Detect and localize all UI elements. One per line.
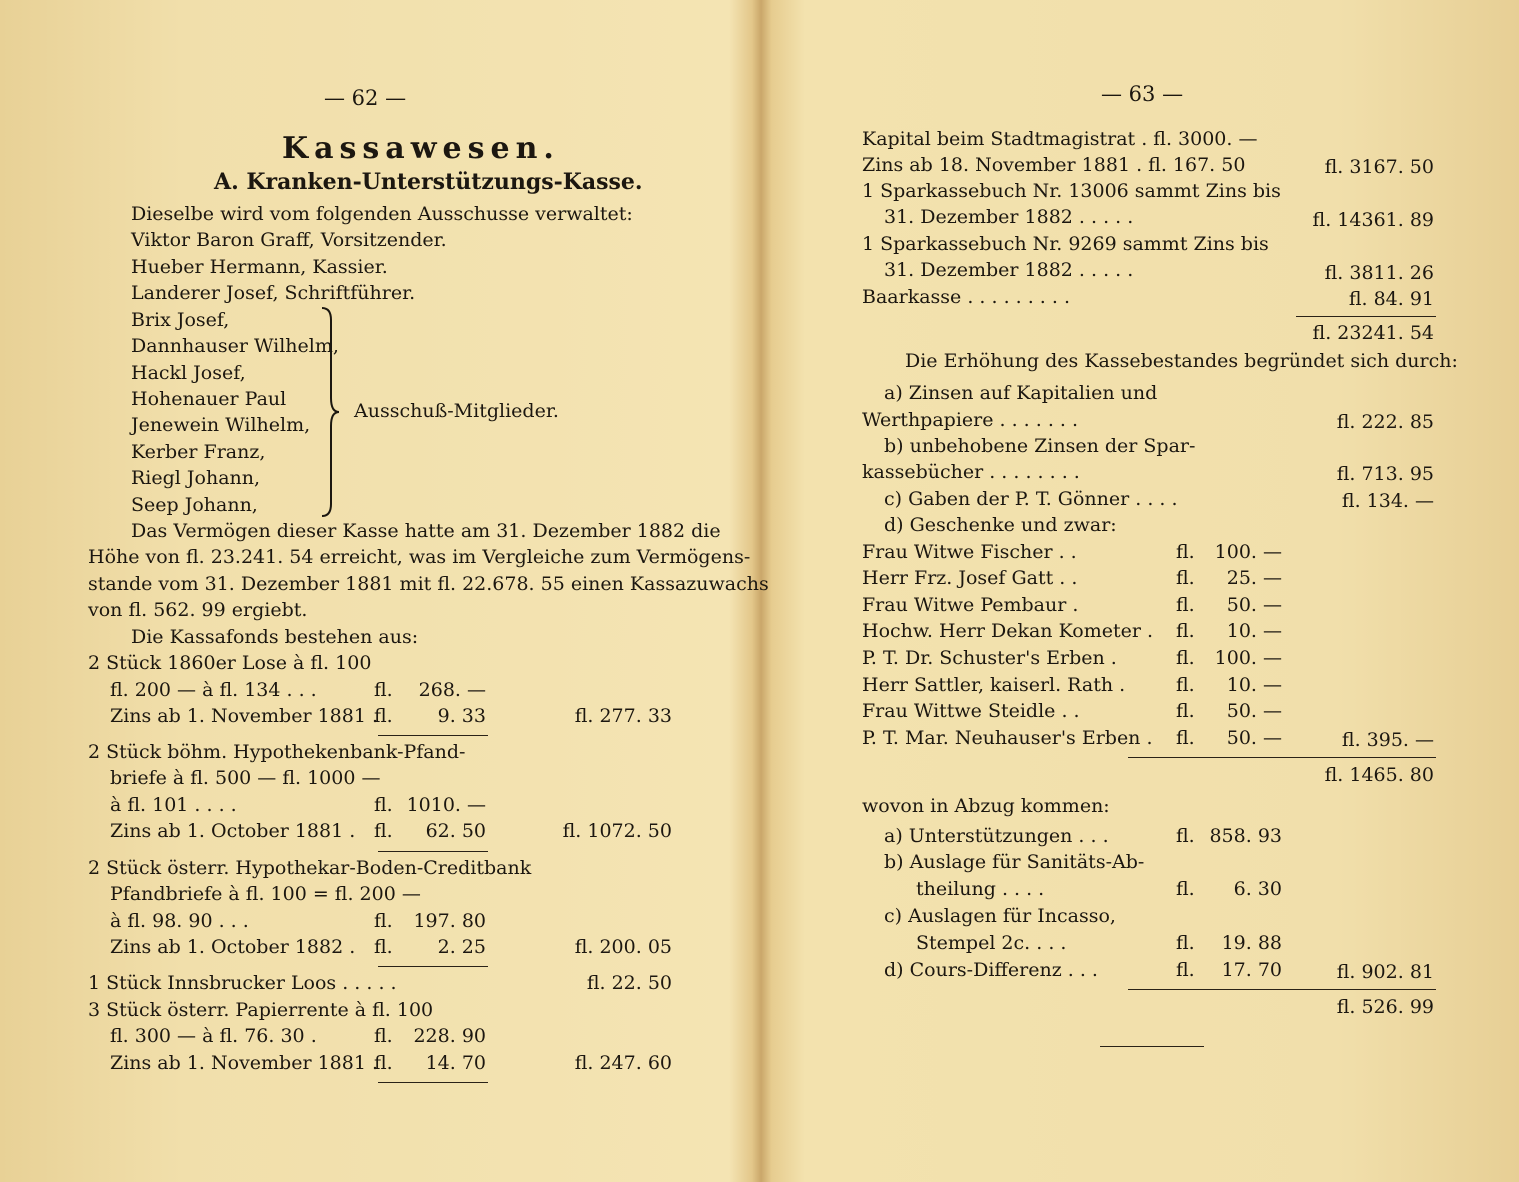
fund-amount: 268. —	[418, 679, 486, 701]
deduct-intro: wovon in Abzug kommen:	[862, 795, 1110, 817]
asset-total: fl. 84. 91	[1348, 288, 1434, 310]
fund-amount: 14. 70	[425, 1052, 486, 1074]
member-name: Seep Johann,	[131, 494, 258, 516]
donor-amount: 50. —	[1226, 700, 1282, 722]
increase-total: fl. 713. 95	[1336, 463, 1434, 485]
fund-desc: Pfandbriefe à fl. 100 = fl. 200 —	[110, 883, 421, 905]
increase-total: fl. 395. —	[1341, 729, 1434, 751]
deduct-desc: Stempel 2c. . . .	[916, 932, 1067, 954]
page-number-left: — 62 —	[324, 86, 407, 110]
officer-line: Landerer Josef, Schriftführer.	[131, 282, 416, 304]
sum-rule	[378, 851, 488, 852]
sum-rule	[378, 1082, 488, 1083]
fund-amount: 62. 50	[425, 820, 486, 842]
donor-name: Frau Witwe Pembaur .	[862, 594, 1079, 616]
member-name: Jenewein Wilhelm,	[131, 414, 311, 436]
officer-line: Hueber Hermann, Kassier.	[131, 256, 388, 278]
deduct-currency: fl.	[1176, 932, 1195, 954]
donor-name: P. T. Dr. Schuster's Erben .	[862, 647, 1117, 669]
member-name: Kerber Franz,	[131, 441, 266, 463]
donor-name: P. T. Mar. Neuhauser's Erben .	[862, 727, 1153, 749]
paragraph-line: von fl. 562. 99 ergiebt.	[88, 599, 308, 621]
fund-currency: fl.	[374, 679, 393, 701]
deduct-amount: 858. 93	[1209, 825, 1282, 847]
section-subtitle: A. Kranken-Unterstützungs-Kasse.	[214, 169, 643, 195]
donor-currency: fl.	[1176, 700, 1195, 722]
fund-total: fl. 1072. 50	[562, 820, 672, 842]
paragraph-line: Das Vermögen dieser Kasse hatte am 31. Dezember 1882 die	[131, 520, 721, 542]
fund-currency: fl.	[374, 705, 393, 727]
donor-currency: fl.	[1176, 620, 1195, 642]
fund-currency: fl.	[374, 910, 393, 932]
donor-currency: fl.	[1176, 674, 1195, 696]
asset-line: Zins ab 18. November 1881 . fl. 167. 50	[862, 154, 1246, 176]
sum-rule	[378, 966, 488, 967]
fund-desc: Zins ab 1. November 1881 .	[110, 1052, 379, 1074]
officer-line: Viktor Baron Graff, Vorsitzender.	[131, 229, 447, 251]
fund-desc: 3 Stück österr. Papierrente à fl. 100	[88, 999, 434, 1021]
member-name: Hohenauer Paul	[131, 388, 287, 410]
increase-desc: d) Geschenke und zwar:	[884, 514, 1117, 536]
deduct-desc: theilung . . . .	[916, 878, 1045, 900]
member-name: Riegl Johann,	[131, 467, 261, 489]
donor-name: Herr Frz. Josef Gatt . .	[862, 567, 1078, 589]
donor-amount: 100. —	[1214, 541, 1282, 563]
fund-currency: fl.	[374, 1025, 393, 1047]
increase-desc: kassebücher . . . . . . . .	[862, 461, 1080, 483]
increase-desc: b) unbehobene Zinsen der Spar-	[884, 435, 1196, 457]
deduct-desc: a) Unterstützungen . . .	[884, 825, 1109, 847]
donor-currency: fl.	[1176, 594, 1195, 616]
increase-desc: a) Zinsen auf Kapitalien und	[884, 382, 1158, 404]
fund-total: fl. 22. 50	[586, 972, 672, 994]
fund-desc: Zins ab 1. October 1882 .	[110, 936, 356, 958]
asset-total: fl. 3811. 26	[1324, 262, 1434, 284]
deduct-desc: b) Auslage für Sanitäts-Ab-	[884, 851, 1145, 873]
fund-desc: 1 Stück Innsbrucker Loos . . . . .	[88, 972, 397, 994]
paragraph-line: Höhe von fl. 23.241. 54 erreicht, was im Vergleiche zum Vermögens-	[88, 546, 751, 568]
member-name: Brix Josef,	[131, 309, 230, 331]
deduct-amount: 19. 88	[1221, 932, 1282, 954]
sum-rule	[1128, 757, 1436, 758]
donor-currency: fl.	[1176, 727, 1195, 749]
deduct-amount: 17. 70	[1221, 959, 1282, 981]
fund-currency: fl.	[374, 794, 393, 816]
asset-total: fl. 3167. 50	[1324, 156, 1434, 178]
fund-total: fl. 200. 05	[574, 936, 672, 958]
fund-desc: fl. 200 — à fl. 134 . . .	[110, 679, 317, 701]
end-rule	[1100, 1046, 1204, 1047]
deduct-total: fl. 902. 81	[1336, 961, 1434, 983]
donor-currency: fl.	[1176, 647, 1195, 669]
donor-amount: 50. —	[1226, 594, 1282, 616]
subtotal: fl. 1465. 80	[1324, 764, 1434, 786]
donor-currency: fl.	[1176, 541, 1195, 563]
asset-total: fl. 14361. 89	[1312, 209, 1434, 231]
fund-desc: 2 Stück 1860er Lose à fl. 100	[88, 652, 372, 674]
increase-intro: Die Erhöhung des Kassebestandes begründet sich durch:	[905, 350, 1458, 372]
fund-currency: fl.	[374, 820, 393, 842]
donor-name: Herr Sattler, kaiserl. Rath .	[862, 674, 1126, 696]
fund-desc: à fl. 101 . . . .	[110, 794, 237, 816]
donor-currency: fl.	[1176, 567, 1195, 589]
fund-desc: briefe à fl. 500 — fl. 1000 —	[110, 767, 381, 789]
paragraph-line: stande vom 31. Dezember 1881 mit fl. 22.678. 55 einen Kassazuwachs	[88, 573, 769, 595]
deduct-desc: c) Auslagen für Incasso,	[884, 905, 1116, 927]
deduct-desc: d) Cours-Differenz . . .	[884, 959, 1098, 981]
increase-desc: c) Gaben der P. T. Gönner . . . .	[884, 488, 1178, 510]
fund-amount: 1010. —	[406, 794, 486, 816]
fund-amount: 228. 90	[413, 1025, 486, 1047]
fund-desc: fl. 300 — à fl. 76. 30 .	[110, 1025, 317, 1047]
deduct-amount: 6. 30	[1233, 878, 1282, 900]
fund-amount: 2. 25	[437, 936, 486, 958]
fund-total: fl. 277. 33	[574, 705, 672, 727]
fund-currency: fl.	[374, 936, 393, 958]
asset-line: 31. Dezember 1882 . . . . .	[884, 206, 1134, 228]
donor-amount: 50. —	[1226, 727, 1282, 749]
deduct-currency: fl.	[1176, 825, 1195, 847]
page-title: Kassawesen.	[282, 131, 560, 166]
page-number-right: — 63 —	[1101, 82, 1184, 106]
fund-amount: 197. 80	[413, 910, 486, 932]
sum-rule	[1296, 316, 1436, 317]
fund-desc: Zins ab 1. October 1881 .	[110, 820, 356, 842]
asset-line: 1 Sparkassebuch Nr. 13006 sammt Zins bis	[862, 180, 1281, 202]
fund-desc: Zins ab 1. November 1881 .	[110, 705, 379, 727]
fund-desc: 2 Stück böhm. Hypothekenbank-Pfand-	[88, 741, 466, 763]
increase-desc: Werthpapiere . . . . . . .	[862, 409, 1079, 431]
member-name: Dannhauser Wilhelm,	[131, 335, 339, 357]
asset-line: Baarkasse . . . . . . . . .	[862, 286, 1070, 308]
increase-total: fl. 222. 85	[1336, 411, 1434, 433]
asset-line: 31. Dezember 1882 . . . . .	[884, 259, 1134, 281]
donor-name: Hochw. Herr Dekan Kometer .	[862, 620, 1154, 642]
fund-total: fl. 247. 60	[574, 1052, 672, 1074]
sum-rule	[378, 735, 488, 736]
donor-amount: 10. —	[1226, 620, 1282, 642]
fund-desc: à fl. 98. 90 . . .	[110, 910, 249, 932]
donor-amount: 100. —	[1214, 647, 1282, 669]
curly-brace	[318, 306, 342, 518]
asset-line: 1 Sparkassebuch Nr. 9269 sammt Zins bis	[862, 233, 1269, 255]
donor-amount: 25. —	[1226, 567, 1282, 589]
fund-desc: 2 Stück österr. Hypothekar-Boden-Creditbank	[88, 857, 532, 879]
sum-rule	[1128, 989, 1436, 990]
asset-line: Kapital beim Stadtmagistrat . fl. 3000. —	[862, 128, 1258, 150]
final-total: fl. 526. 99	[1336, 996, 1434, 1018]
intro-line: Dieselbe wird vom folgenden Ausschusse verwaltet:	[131, 203, 633, 225]
donor-name: Frau Witwe Fischer . .	[862, 541, 1077, 563]
funds-intro: Die Kassafonds bestehen aus:	[131, 626, 419, 648]
fund-amount: 9. 33	[437, 705, 486, 727]
increase-total: fl. 134. —	[1341, 490, 1434, 512]
grand-total: fl. 23241. 54	[1312, 322, 1434, 344]
donor-name: Frau Wittwe Steidle . .	[862, 700, 1080, 722]
members-label: Ausschuß-Mitglieder.	[354, 400, 559, 422]
deduct-currency: fl.	[1176, 959, 1195, 981]
donor-amount: 10. —	[1226, 674, 1282, 696]
fund-currency: fl.	[374, 1052, 393, 1074]
deduct-currency: fl.	[1176, 878, 1195, 900]
member-name: Hackl Josef,	[131, 362, 246, 384]
